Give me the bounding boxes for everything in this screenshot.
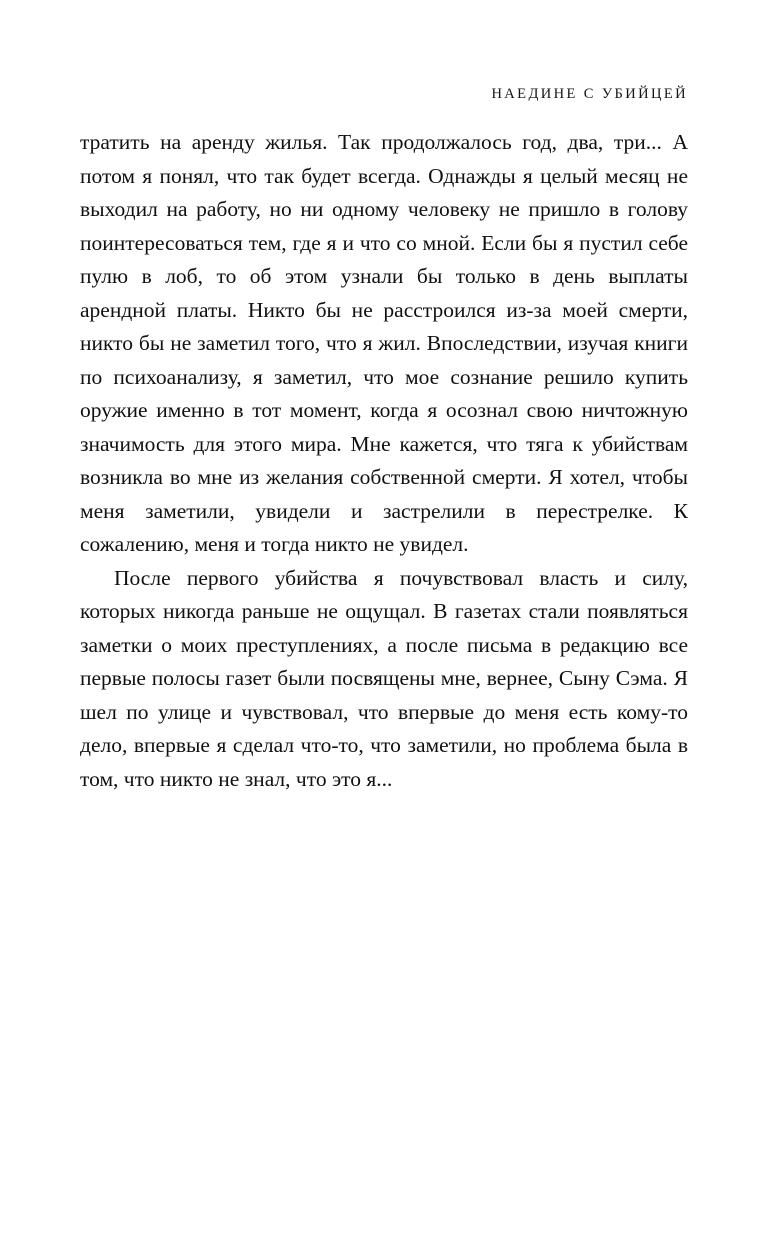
paragraph: После первого убийства я почувствовал власть и силу, которых никогда раньше не ощущал. В газетах стали появляться заметки о моих преступлениях, а после письма в редакцию все первые полосы газет были посвящены мне, вернее, Сыну Сэма. Я шел по улице и чувствовал, что впервые до меня есть кому-то дело, впервые я сделал что-то, что заметили, но проблема была в том, что никто не знал, что это я... (80, 565, 688, 791)
paragraph: тратить на аренду жилья. Так продолжалось год, два, три... А потом я понял, что так будет всегда. Однажды я целый месяц не выходил на работу, но ни одному человеку не пришло в голову поинтересоваться тем, где я и что со мной. Если бы я пустил себе пулю в лоб, то об этом узнали бы только в день выплаты арендной платы. Никто бы не расстроился из-за моей смерти, никто бы не заметил того, что я жил. Впоследствии, изучая книги по психоанализу, я заметил, что мое сознание решило купить оружие именно в тот момент, когда я осознал свою ничтожную значимость для этого мира. Мне кажется, что тяга к убийствам возникла во мне из желания собственной смерти. Я хотел, чтобы меня заметили, увидели и застрелили в перестрелке. К сожалению, меня и тогда никто не увидел. (80, 130, 688, 556)
running-head: НАЕДИНЕ С УБИЙЦЕЙ (491, 86, 688, 102)
body-text (80, 126, 688, 796)
